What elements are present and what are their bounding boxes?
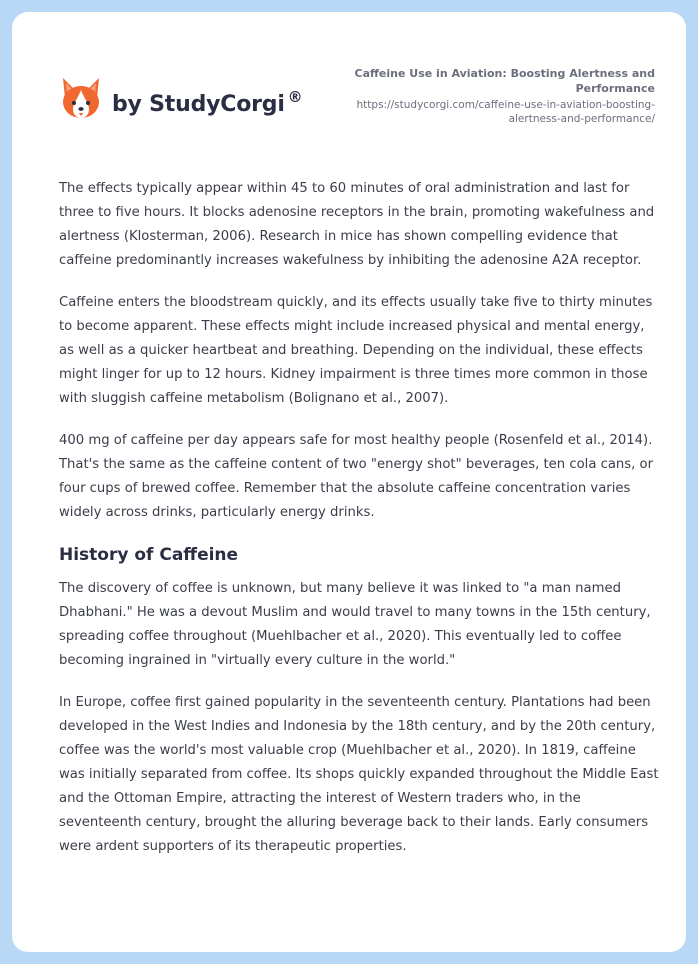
corgi-icon xyxy=(60,76,102,122)
section-heading: History of Caffeine xyxy=(59,545,239,565)
document-header-meta xyxy=(315,66,655,126)
studycorgi-logo[interactable] xyxy=(60,76,302,122)
document-title: Caffeine Use in Aviation: Boosting Alertness and Performance xyxy=(354,67,655,95)
brand-name: by StudyCorgi ® xyxy=(112,87,303,117)
paragraph: Caffeine enters the bloodstream quickly, and its effects usually take five to thirty minutes to become apparent. These effects might include increased physical and mental energy, as well as a quicker heartbeat and breathing. Depending on the individual, these effects might linger for up to 12 hours. Kidney impairment is three times more common in those with sluggish caffeine metabolism (Bolignano et al., 2007). xyxy=(59,295,653,406)
paragraph: 400 mg of caffeine per day appears safe for most healthy people (Rosenfeld et al., 2014). That's the same as the caffeine content of two "energy shot" beverages, ten cola cans, or four cups of brewed coffee. Remember that the absolute caffeine concentration varies widely across drinks, particularly energy drinks. xyxy=(59,433,654,520)
registered-mark: ® xyxy=(287,87,303,106)
paragraph: In Europe, coffee first gained popularity in the seventeenth century. Plantations had been developed in the West Indies and Indonesia by the 18th century, and by the 20th century, coffee was the world's most valuable crop (Muehlbacher et al., 2020). In 1819, caffeine was initially separated from coffee. Its shops quickly expanded throughout the Middle East and the Ottoman Empire, attracting the interest of Western traders who, in the seventeenth century, brought the alluring beverage back to their lands. Early consumers were ardent supporters of its therapeutic properties. xyxy=(59,695,659,854)
paragraph: The effects typically appear within 45 to 60 minutes of oral administration and last for three to five hours. It blocks adenosine receptors in the brain, promoting wakefulness and alertness (Klosterman, 2006). Research in mice has shown compelling evidence that caffeine predominantly increases wakefulness by inhibiting the adenosine A2A receptor. xyxy=(59,181,655,268)
document-url[interactable]: https://studycorgi.com/caffeine-use-in-aviation-boosting-alertness-and-performance/ xyxy=(356,99,655,125)
document-body xyxy=(59,177,659,877)
paragraph: The discovery of coffee is unknown, but many believe it was linked to "a man named Dhabhani." He was a devout Muslim and would travel to many towns in the 15th century, spreading coffee throughout (Muehlbacher et al., 2020). This eventually led to coffee becoming ingrained in "virtually every culture in the world." xyxy=(59,581,651,668)
document-page xyxy=(12,12,686,952)
